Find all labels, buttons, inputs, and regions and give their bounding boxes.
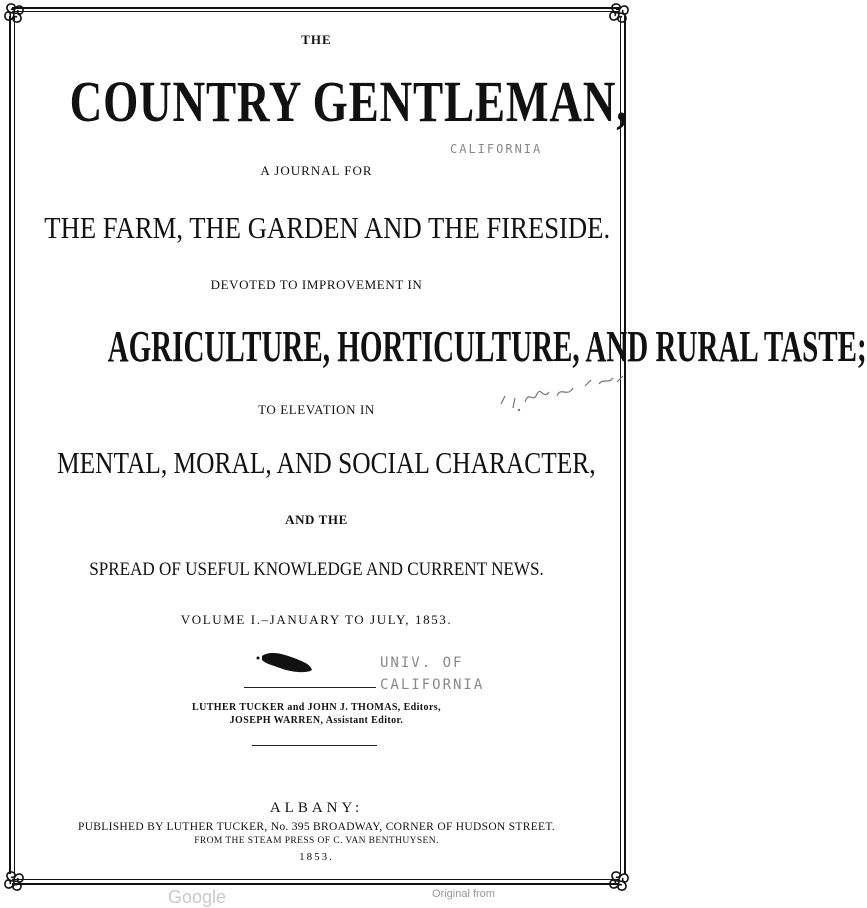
page-title: COUNTRY GENTLEMAN,: [69, 69, 629, 134]
and-the-line: AND THE: [285, 512, 348, 527]
subtitle: THE FARM, THE GARDEN AND THE FIRESIDE.: [44, 210, 611, 245]
editors-line: LUTHER TUCKER and JOHN J. THOMAS, Editors,: [192, 702, 441, 713]
title-article: THE: [301, 32, 332, 47]
frame-border-right-inner: [620, 16, 621, 874]
frame-border-bottom-inner: [12, 879, 619, 880]
ink-seal-icon: [250, 640, 320, 680]
frame-border-left: [9, 16, 11, 874]
scan-footer-watermark: Google: [168, 887, 227, 907]
mental-heading: MENTAL, MORAL, AND SOCIAL CHARACTER,: [56, 445, 596, 480]
agriculture-heading: AGRICULTURE, HORTICULTURE, AND RURAL TASTE;: [107, 322, 867, 371]
frame-border-top: [12, 7, 619, 9]
corner-ornament-top-right-icon: [606, 0, 632, 26]
volume-line: VOLUME I.–JANUARY TO JULY, 1853.: [180, 612, 453, 627]
devoted-line: DEVOTED TO IMPROVEMENT IN: [210, 277, 423, 292]
library-stamp-line1: UNIV. OF: [380, 655, 464, 671]
imprint-city: ALBANY:: [269, 800, 364, 816]
elevation-line: TO ELEVATION IN: [258, 402, 375, 417]
assistant-editor-line: JOSEPH WARREN, Assistant Editor.: [229, 715, 404, 726]
imprint-year: 1853.: [299, 851, 334, 863]
imprint-press: FROM THE STEAM PRESS OF C. VAN BENTHUYSEN.: [194, 836, 439, 846]
corner-ornament-bottom-right-icon: [606, 868, 632, 894]
divider-rule-upper: [244, 687, 376, 688]
library-stamp-line2: CALIFORNIA: [380, 677, 485, 693]
frame-border-right: [624, 16, 626, 874]
corner-ornament-bottom-left-icon: [1, 868, 27, 894]
library-stamp-top: CALIFORNIA: [450, 142, 543, 156]
imprint-publisher: PUBLISHED BY LUTHER TUCKER, No. 395 BROADWAY, CORNER OF HUDSON STREET.: [78, 821, 555, 833]
handwritten-signature-icon: [495, 374, 630, 422]
divider-rule-lower: [252, 745, 377, 746]
scan-footer-original: Original from: [432, 888, 495, 900]
frame-border-top-inner: [12, 11, 619, 12]
frame-border-left-inner: [14, 16, 15, 874]
frame-border-bottom: [12, 883, 619, 885]
corner-ornament-top-left-icon: [1, 0, 27, 26]
journal-for-line: A JOURNAL FOR: [260, 163, 373, 178]
spread-heading: SPREAD OF USEFUL KNOWLEDGE AND CURRENT NEWS.: [89, 559, 544, 580]
